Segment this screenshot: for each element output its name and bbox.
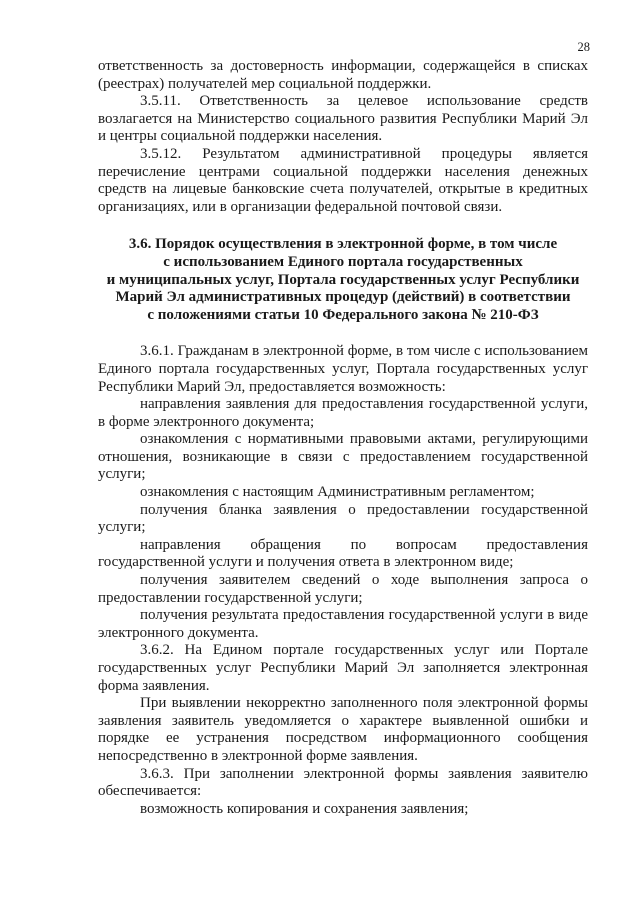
paragraph-before-3: 3.5.12. Результатом административной процедуры является перечисление центрами социальной поддержки населения денежных средств на лицевые банковские счета получателей, открытые в кредитных организациях, или в организации федеральной почтовой связи.	[98, 145, 588, 215]
paragraph-11: 3.6.3. При заполнении электронной формы заявления заявителю обеспечивается:	[98, 765, 588, 800]
paragraph-8: получения результата предоставления государственной услуги в виде электронного документа.	[98, 607, 588, 641]
heading-line-4: Марий Эл административных процедур (действий) в соответствии	[115, 289, 571, 306]
section-3-5-continuation	[98, 58, 588, 216]
paragraph-5: получения бланка заявления о предоставлении государственной услуги;	[98, 501, 588, 536]
paragraph-2: направления заявления для предоставления государственной услуги, в форме электронного документа;	[98, 396, 588, 430]
paragraph-6: направления обращения по вопросам предоставления государственной услуги и получения ответа в электронном виде;	[98, 536, 588, 571]
section-3-6-body	[98, 343, 588, 818]
paragraph-3: ознакомления с нормативными правовыми актами, регулирующими отношения, возникающие в связи с предоставлением государственной услуги;	[98, 431, 588, 483]
paragraph-7: получения заявителем сведений о ходе выполнения запроса о предоставлении государственной услуги;	[98, 572, 588, 606]
paragraph-4: ознакомления с настоящим Административным регламентом;	[140, 484, 535, 501]
paragraph-10: При выявлении некорректно заполненного поля электронной формы заявления заявитель уведомляется о характере выявленной ошибки и порядке ее устранения посредством информационного сообщения непосредственно в электронной форме заявления.	[98, 695, 588, 764]
heading-line-5: с положениями статьи 10 Федерального закона № 210-ФЗ	[147, 306, 539, 323]
heading-line-2: с использованием Единого портала государственных	[163, 253, 523, 270]
paragraph-before-1: ответственность за достоверность информации, содержащейся в списках (реестрах) получателей мер социальной поддержки.	[98, 58, 588, 92]
page-number: 28	[577, 40, 590, 54]
paragraph-1: 3.6.1. Гражданам в электронной форме, в том числе с использованием Единого портала государственных услуг, Портала государственных услуг Республики Марий Эл, предоставляется возможность:	[98, 343, 588, 395]
heading-line-3: и муниципальных услуг, Портала государственных услуг Республики	[106, 271, 580, 288]
paragraph-before-2: 3.5.11. Ответственность за целевое использование средств возлагается на Министерство социального развития Республики Марий Эл и центры социальной поддержки населения.	[98, 93, 588, 145]
paragraph-12: возможность копирования и сохранения заявления;	[140, 800, 469, 817]
section-3-6-heading	[98, 236, 588, 324]
document-body	[98, 58, 588, 818]
heading-line-1: 3.6. Порядок осуществления в электронной форме, в том числе	[128, 236, 558, 253]
paragraph-9: 3.6.2. На Едином портале государственных услуг или Портале государственных услуг Республики Марий Эл заполняется электронная форма заявления.	[98, 642, 588, 694]
